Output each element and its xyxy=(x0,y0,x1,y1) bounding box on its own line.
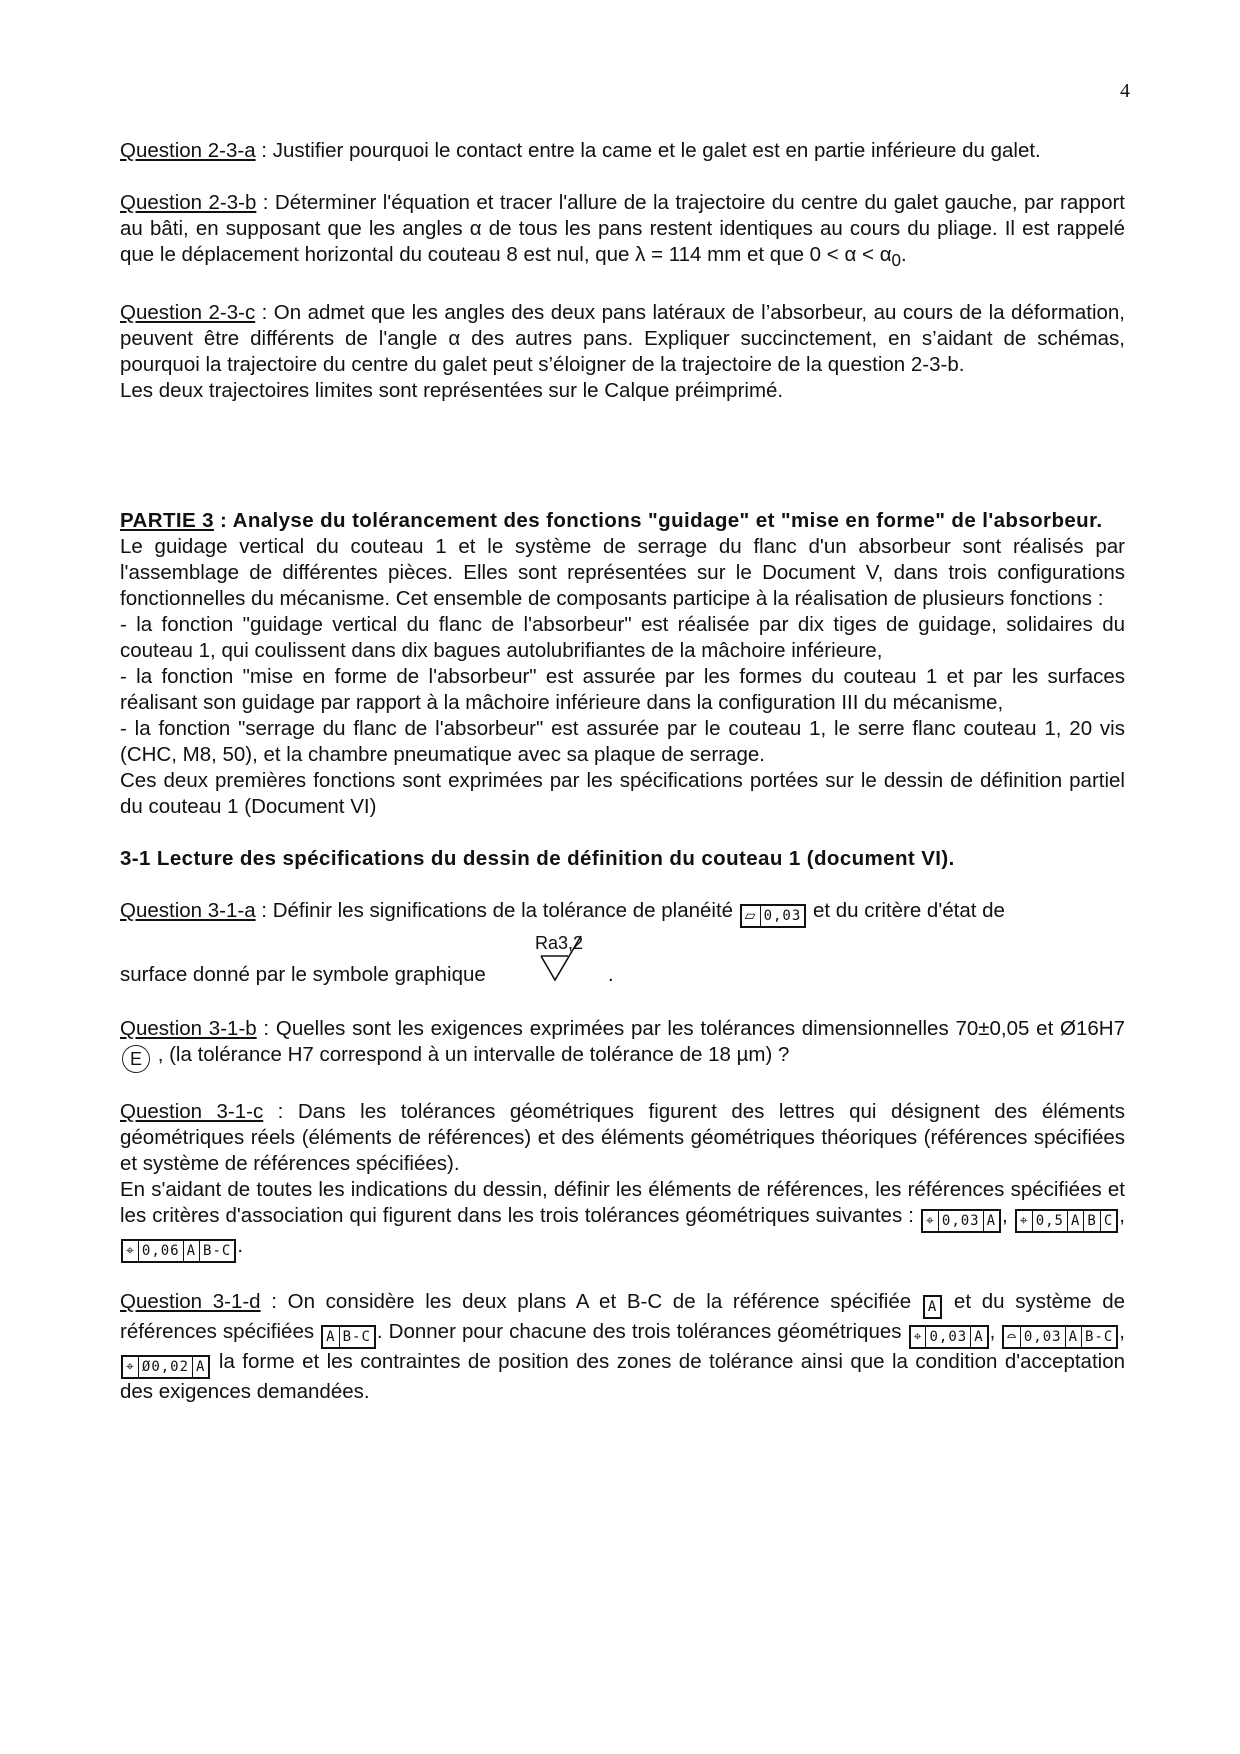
datum-a: A xyxy=(192,1357,208,1377)
partie-3-paragraph-3: - la fonction "mise en forme de l'absorbeur" est assurée par les formes du couteau 1 et par les surfaces réalisant son guidage par rapport à la mâchoire inférieure dans la configuration III du mécanisme, xyxy=(120,665,1125,715)
datum-reference-frame xyxy=(923,1295,942,1319)
question-label: Question 3-1-c xyxy=(120,1100,264,1124)
tolerance-value: 0,03 xyxy=(1020,1327,1065,1347)
question-label: Question 3-1-d xyxy=(120,1290,261,1314)
question-text: : On considère les deux plans A et B-C de la référence spécifiée xyxy=(260,1290,922,1314)
question-text: : On admet que les angles des deux pans latéraux de l’absorbeur, au cours de la déformation, peuvent être différents de l'angle xyxy=(120,301,1126,351)
question-text: = 114 mm et que 0 < xyxy=(645,243,845,266)
datum-a: A xyxy=(1065,1327,1081,1347)
partie-3-heading xyxy=(120,508,1125,534)
page-number: 4 xyxy=(1120,80,1130,102)
datum-b-c: B-C xyxy=(339,1327,374,1347)
position-tolerance-frame xyxy=(921,1209,1001,1233)
question-3-1-d xyxy=(120,1289,1125,1405)
position-tolerance-frame xyxy=(121,1355,210,1379)
question-2-3-c-note: Les deux trajectoires limites sont représentées sur le Calque préimprimé. xyxy=(120,379,784,403)
surface-roughness-icon xyxy=(535,932,615,988)
partie-3-paragraph-5: Ces deux premières fonctions sont exprimées par les spécifications portées sur le dessin de définition partiel du couteau 1 (Document VI) xyxy=(120,769,1125,819)
question-text: . Donner pour chacune des trois tolérances géométriques xyxy=(376,1320,908,1344)
question-label: Question 3-1-a xyxy=(120,899,256,923)
position-tolerance-frame xyxy=(121,1239,236,1263)
tolerance-value: 0,03 xyxy=(925,1327,970,1347)
alpha-symbol: α xyxy=(448,327,461,351)
question-text: des autres pans. Expliquer succinctement, en s’aidant de schémas, pourquoi la trajectoire du centre du galet peut s’éloigner de la trajectoire de la question 2-3-b. xyxy=(120,327,1125,377)
tolerance-value: Ø0,02 xyxy=(138,1357,192,1377)
question-label: Question 3-1-b xyxy=(120,1017,257,1041)
partie-title: : Analyse du tolérancement des fonctions "guidage" et "mise en forme" de l'absorbeur. xyxy=(213,509,1103,533)
question-text: et du critère d'état de xyxy=(807,899,1005,923)
subscript-zero: 0 xyxy=(891,251,902,271)
position-icon: ⌖ xyxy=(926,1213,935,1230)
roughness-label: Ra3,2 xyxy=(535,933,584,954)
surface-profile-tolerance-frame xyxy=(1002,1325,1118,1349)
position-tolerance-frame xyxy=(909,1325,989,1349)
question-text: : Dans les tolérances géométriques figurent des lettres qui désignent des éléments géométriques réels (éléments de références) et des éléments géométriques théoriques (références spécifiées et système de références spécifiées). xyxy=(120,1100,1125,1176)
position-icon: ⌖ xyxy=(1019,1213,1029,1230)
partie-3-paragraph-4: - la fonction "serrage du flanc de l'absorbeur" est assurée par le couteau 1, le serre flanc couteau 1, 20 vis (CHC, M8, 50), et la chambre pneumatique avec sa plaque de serrage. xyxy=(120,717,1125,767)
datum-a: A xyxy=(1067,1211,1083,1231)
position-icon: ⌖ xyxy=(126,1359,135,1376)
question-text: de tous les pans restent identiques au cours du pliage. Il est rappelé que le déplacement horizontal du couteau 8 est nul, que xyxy=(120,217,1125,266)
alpha-zero-symbol: α xyxy=(879,243,892,266)
question-text: < xyxy=(856,243,880,266)
tolerance-value: 0,5 xyxy=(1032,1211,1067,1231)
question-text: : Déterminer l'équation et tracer l'allure de la trajectoire du centre du galet gauche, par rapport au bâti, en supposant que les angles xyxy=(120,191,1126,240)
question-text: : Définir les significations de la tolérance de planéité xyxy=(255,899,739,923)
page-content xyxy=(120,138,1125,1405)
datum-a: A xyxy=(970,1327,986,1347)
partie-3-paragraph-2: - la fonction "guidage vertical du flanc de l'absorbeur" est réalisée par dix tiges de guidage, solidaires du couteau 1, qui coulissent dans dix bagues autolubrifiantes de la mâchoire inférieure, xyxy=(120,613,1125,663)
position-icon: ⌖ xyxy=(126,1243,135,1260)
question-2-3-c xyxy=(120,300,1125,378)
datum-a: A xyxy=(326,1329,336,1346)
datum-system-frame xyxy=(321,1325,376,1349)
question-text: En s'aidant de toutes les indications du dessin, définir les éléments de références, les références spécifiées et les critères d'association qui figurent dans les trois tolérances géométriques suivantes : xyxy=(120,1178,1125,1228)
period: . xyxy=(901,243,907,266)
period: . xyxy=(608,963,614,987)
flatness-tolerance-frame xyxy=(740,904,807,928)
question-text: , (la tolérance H7 correspond à un intervalle de tolérance de 18 µm) ? xyxy=(152,1043,790,1067)
section-3-1-title: 3-1 Lecture des spécifications du dessin de définition du couteau 1 (document VI). xyxy=(120,847,955,871)
question-3-1-a xyxy=(120,898,1125,928)
question-2-3-a xyxy=(120,138,1125,164)
partie-label: PARTIE 3 xyxy=(120,509,214,533)
position-icon: ⌖ xyxy=(913,1329,923,1346)
datum-b: B xyxy=(1083,1211,1099,1231)
question-3-1-b xyxy=(120,1016,1125,1073)
question-text: et du système de références spécifiées xyxy=(120,1290,1125,1344)
flatness-icon: ⏥ xyxy=(744,908,757,925)
tolerance-value: 0,03 xyxy=(760,906,805,926)
datum-a: A xyxy=(183,1241,199,1261)
question-3-1-c xyxy=(120,1099,1125,1177)
question-2-3-b xyxy=(120,190,1125,274)
separator: , xyxy=(1119,1320,1125,1344)
datum-b-c: B-C xyxy=(199,1241,234,1261)
datum-a: A xyxy=(983,1211,999,1231)
envelope-requirement-icon: E xyxy=(122,1045,150,1073)
question-3-1-c-continued xyxy=(120,1177,1125,1263)
tolerance-value: 0,03 xyxy=(938,1211,983,1231)
separator: , xyxy=(989,1320,1002,1344)
question-text: : Quelles sont les exigences exprimées par les tolérances dimensionnelles 70±0,05 et Ø16H7 xyxy=(256,1017,1125,1041)
position-tolerance-frame xyxy=(1015,1209,1119,1233)
alpha-symbol: α xyxy=(469,217,482,240)
question-text: : Justifier pourquoi le contact entre la came et le galet est en partie inférieure du galet. xyxy=(255,139,1041,162)
question-text: surface donné par le symbole graphique xyxy=(120,963,486,987)
question-label: Question 2-3-c xyxy=(120,301,256,325)
lambda-symbol: λ xyxy=(635,243,646,266)
alpha-symbol: α xyxy=(844,243,857,266)
surface-profile-icon: ⌓ xyxy=(1007,1329,1017,1346)
separator: , xyxy=(1002,1204,1014,1228)
question-label: Question 2-3-b xyxy=(120,191,257,214)
datum-b-c: B-C xyxy=(1081,1327,1116,1347)
partie-3-paragraph-1: Le guidage vertical du couteau 1 et le système de serrage du flanc d'un absorbeur sont réalisés par l'assemblage de différentes pièces. Elles sont représentées sur le Document V, dans trois configurations fonctionnelles du mécanisme. Cet ensemble de composants participe à la réalisation de plusieurs fonctions : xyxy=(120,535,1125,611)
datum-a: A xyxy=(927,1299,938,1316)
tolerance-value: 0,06 xyxy=(138,1241,183,1261)
question-text: la forme et les contraintes de position des zones de tolérance ainsi que la condition d'acceptation des exigences demandées. xyxy=(120,1350,1125,1404)
period: . xyxy=(237,1234,244,1258)
datum-c: C xyxy=(1100,1211,1116,1231)
question-label: Question 2-3-a xyxy=(120,139,256,162)
separator: , xyxy=(1119,1204,1125,1228)
roughness-line xyxy=(120,930,1125,990)
